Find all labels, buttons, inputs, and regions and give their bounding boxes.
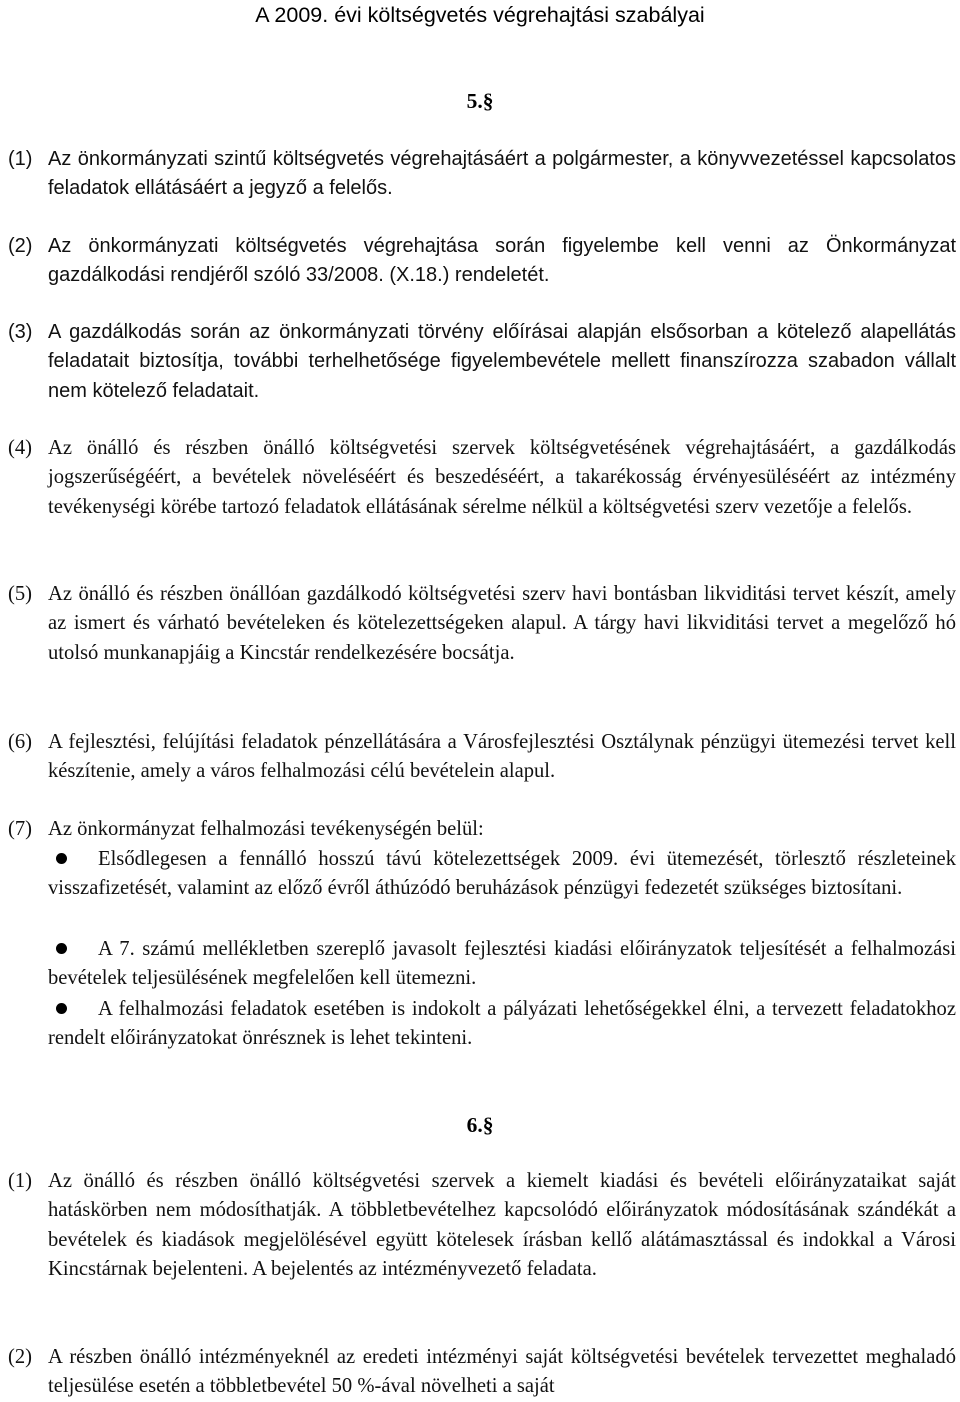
paragraph-5-2: [8, 232, 956, 291]
bullet-item-2: [48, 935, 956, 994]
paragraph-5-1: [8, 145, 956, 204]
paragraph-5-4: [8, 434, 956, 522]
paragraph-number: (4): [8, 437, 33, 459]
bullet-text: A 7. számú mellékletben szereplő javasolt fejlesztési kiadási előirányzatok teljesítését a felhalmozási bevételek teljesülésének megfelelően kell ütemezni.: [48, 938, 956, 990]
paragraph-5-6: [8, 728, 956, 787]
bullet-icon: [56, 845, 86, 874]
paragraph-number: (2): [8, 1346, 33, 1368]
bullet-text: A felhalmozási feladatok esetében is indokolt a pályázati lehetőségekkel élni, a tervezett feladatokhoz rendelt előirányzatokat önrésznek is lehet tekinteni.: [48, 998, 956, 1050]
paragraph-5-7: [8, 815, 956, 844]
bullet-text: Elsődlegesen a fennálló hosszú távú kötelezettségek 2009. évi ütemezését, törlesztő részleteinek visszafizetését, valamint az előző évről áthúzódó beruházások pénzügyi fedezetét szükséges biztosítani.: [48, 848, 956, 900]
document-title: A 2009. évi költségvetés végrehajtási szabályai: [255, 3, 705, 27]
paragraph-number: (3): [8, 321, 33, 343]
bullet-icon: [56, 995, 86, 1024]
paragraph-text: Az önálló és részben önálló költségvetési szervek a kiemelt kiadási és bevételi előirányzataikat saját hatáskörben nem módosíthatják. A többletbevételhez kapcsolódó előirányzatok módosításának szándékát a bevételek és kiadások megjelölésével együtt kötelesek írásban kellő alátámasztással és indokkal a Városi Kincstárnak bejelenteni. A bejelentés az intézményvezető feladata.: [48, 1170, 956, 1280]
paragraph-number: (1): [8, 148, 33, 170]
paragraph-number: (5): [8, 583, 33, 605]
paragraph-number: (1): [8, 1170, 33, 1192]
paragraph-text: Az önálló és részben önállóan gazdálkodó költségvetési szerv havi bontásban likviditási tervet készít, amely az ismert és várható bevételeken és kötelezettségeken alapul. A tárgy havi likviditási tervet a megelőző hó utolsó munkanapjáig a Kincstár rendelkezésére bocsátja.: [48, 583, 956, 664]
paragraph-text: Az önálló és részben önálló költségvetési szervek költségvetésének végrehajtásáért, a gazdálkodás jogszerűségéért, a bevételek növeléséért és beszedéséért, a takarékosság érvényesüléséért az intézmény tevékenységi körébe tartozó feladatok ellátásának sérelme nélkül a költségvetési szerv vezetője a felelős.: [48, 437, 956, 518]
paragraph-text: Az önkormányzati szintű költségvetés végrehajtásáért a polgármester, a könyvvezetéssel kapcsolatos feladatok ellátásáért a jegyző a felelős.: [48, 148, 956, 200]
section-heading-5: 5.§: [466, 89, 494, 113]
paragraph-number: (6): [8, 731, 33, 753]
paragraph-text: Az önkormányzat felhalmozási tevékenységén belül:: [48, 818, 484, 840]
paragraph-5-5: [8, 580, 956, 668]
paragraph-text: Az önkormányzati költségvetés végrehajtása során figyelembe kell venni az Önkormányzat gazdálkodási rendjéről szóló 33/2008. (X.18.) rendeletét.: [48, 235, 956, 287]
paragraph-text: A fejlesztési, felújítási feladatok pénzellátására a Városfejlesztési Osztálynak pénzügyi ütemezési tervet kell készítenie, amely a város felhalmozási célú bevételein alapul.: [48, 731, 956, 783]
paragraph-text: A gazdálkodás során az önkormányzati törvény előírásai alapján elsősorban a kötelező alapellátás feladatait biztosítja, további terhelhetősége figyelembevétele mellett finanszírozza szabadon vállalt nem kötelező feladatait.: [48, 321, 956, 402]
section-heading-6: 6.§: [466, 1113, 494, 1137]
paragraph-6-1: [8, 1167, 956, 1284]
paragraph-number: (2): [8, 235, 33, 257]
bullet-icon: [56, 935, 86, 964]
paragraph-6-2: [8, 1343, 956, 1402]
paragraph-text: A részben önálló intézményeknél az eredeti intézményi saját költségvetési bevételek tervezettet meghaladó teljesülése esetén a többletbevétel 50 %-ával növelheti a saját: [48, 1346, 956, 1398]
bullet-item-1: [48, 845, 956, 904]
paragraph-number: (7): [8, 818, 33, 840]
bullet-item-3: [48, 995, 956, 1054]
paragraph-5-3: [8, 318, 956, 406]
